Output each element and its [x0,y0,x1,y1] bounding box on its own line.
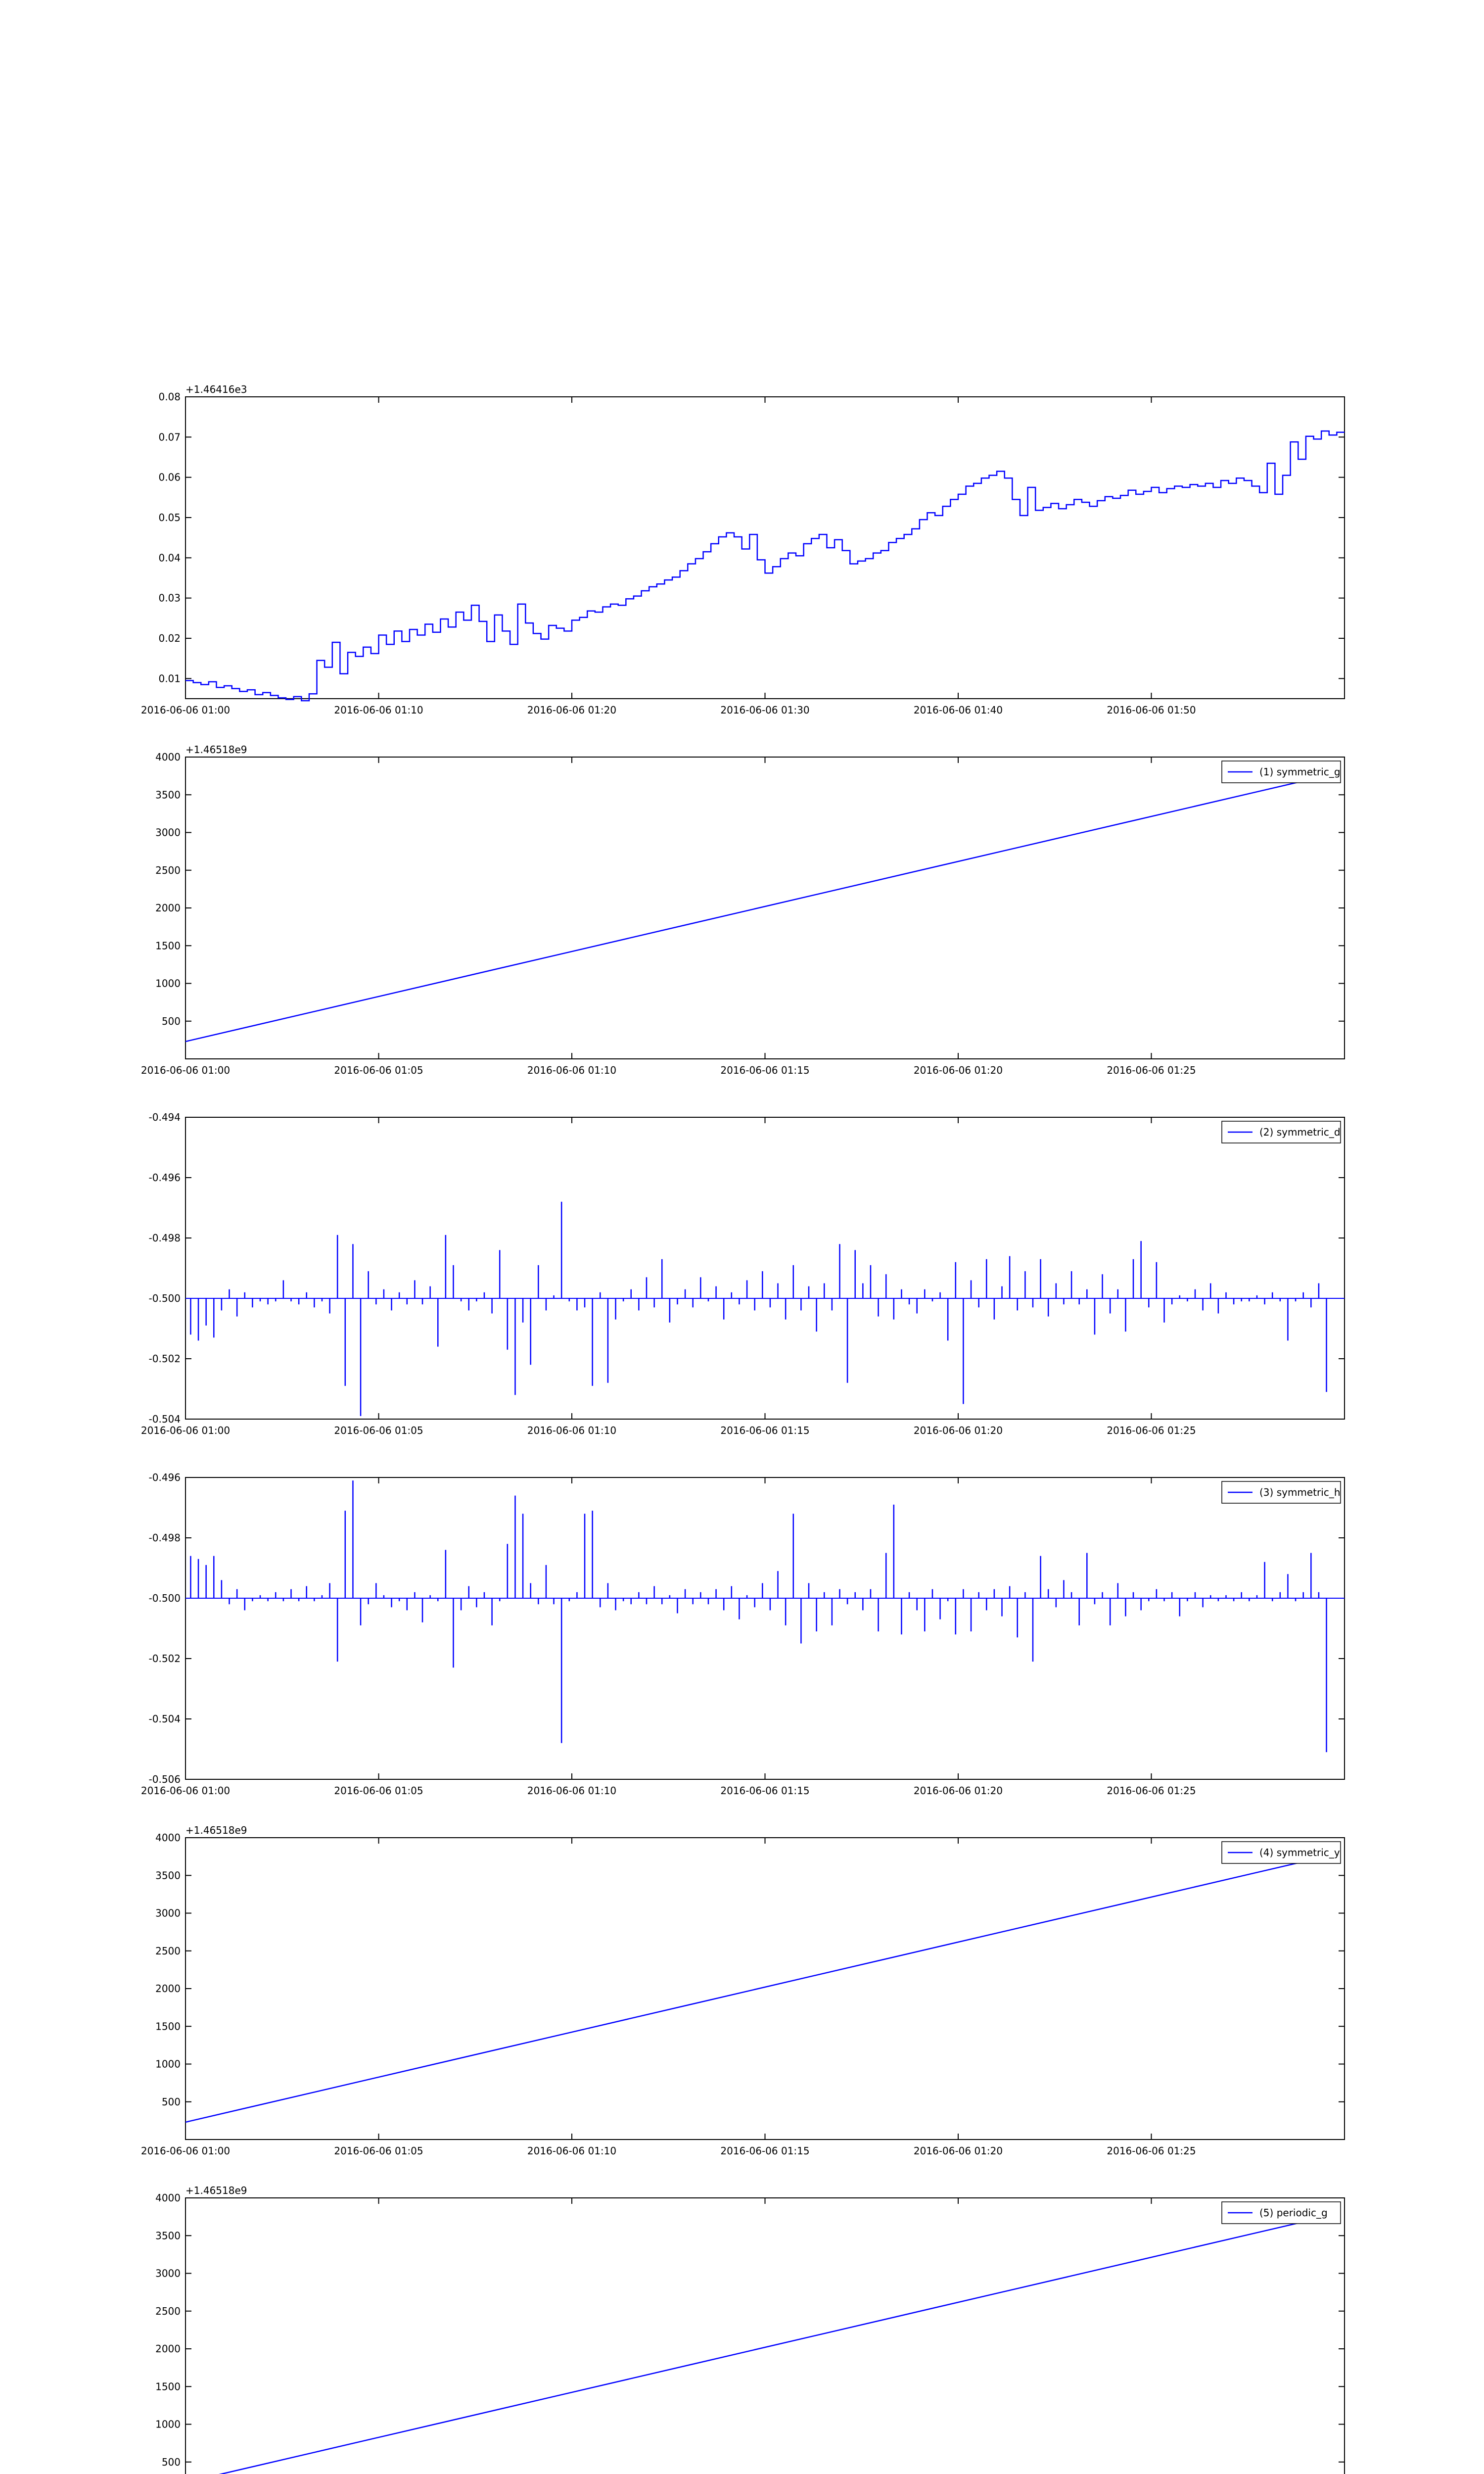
y-tick-label: 500 [161,1015,181,1027]
x-tick-label: 2016-06-06 01:05 [334,1425,423,1436]
y-tick-label: 2000 [155,1983,181,1995]
plot-area [186,757,1345,1059]
x-tick-label: 2016-06-06 01:10 [527,1425,617,1436]
y-tick-label: 2500 [155,2305,181,2317]
plot-area [186,1477,1345,1779]
y-tick-label: 500 [161,2095,181,2108]
y-tick-label: -0.502 [148,1353,181,1365]
chart-panel-1 [141,383,1345,716]
plot-area [186,397,1345,699]
x-tick-label: 2016-06-06 01:05 [334,2145,423,2157]
y-tick-label: 3500 [155,2230,181,2242]
x-tick-label: 2016-06-06 01:10 [527,1785,617,1797]
y-tick-label: -0.500 [148,1592,181,1604]
y-tick-label: -0.498 [148,1232,181,1244]
legend [1222,2202,1341,2224]
y-tick-label: 1500 [155,940,181,952]
x-tick-label: 2016-06-06 01:00 [140,1785,231,1797]
chart-panel-2 [141,744,1345,1076]
y-tick-label: 2000 [155,902,181,914]
x-tick-label: 2016-06-06 01:25 [1107,2145,1196,2157]
y-tick-label: -0.504 [148,1413,181,1425]
legend-label: (3) symmetric_h [1259,1486,1341,1498]
y-tick-label: 1500 [155,2020,181,2033]
y-tick-label: 1000 [155,977,181,990]
x-tick-label: 2016-06-06 01:20 [913,2145,1003,2157]
chart-panel-5 [141,1824,1345,2157]
y-tick-label: 0.04 [158,552,181,564]
axis-offset-label: +1.46416e3 [186,383,247,395]
x-tick-label: 2016-06-06 01:20 [913,1425,1003,1436]
plot-area [186,1117,1345,1419]
x-tick-label: 2016-06-06 01:15 [720,2145,810,2157]
y-tick-label: 3500 [155,789,181,801]
y-tick-label: 1000 [155,2058,181,2070]
y-tick-label: 2000 [155,2343,181,2355]
legend-label: (1) symmetric_g [1259,766,1341,778]
axis-offset-label: +1.46518e9 [186,744,247,756]
x-tick-label: 2016-06-06 01:00 [140,704,231,716]
x-tick-label: 2016-06-06 01:05 [334,1064,423,1076]
x-tick-label: 2016-06-06 01:15 [720,1425,810,1436]
x-tick-label: 2016-06-06 01:50 [1107,704,1196,716]
y-tick-label: -0.504 [148,1713,181,1725]
y-tick-label: 0.03 [158,592,181,604]
x-tick-label: 2016-06-06 01:20 [913,1064,1003,1076]
y-tick-label: -0.496 [148,1172,181,1184]
y-tick-label: 4000 [155,2192,181,2204]
y-tick-label: 2500 [155,1945,181,1957]
x-tick-label: 2016-06-06 01:20 [527,704,617,716]
legend [1222,761,1341,783]
y-tick-label: 1500 [155,2380,181,2393]
legend-label: (4) symmetric_y [1259,1847,1340,1858]
chart-panel-6 [141,2185,1345,2474]
legend-label: (5) periodic_g [1259,2207,1328,2219]
y-tick-label: 0.08 [158,391,181,403]
y-tick-label: 3000 [155,1907,181,1919]
x-tick-label: 2016-06-06 01:25 [1107,1064,1196,1076]
y-tick-label: 4000 [155,1832,181,1844]
x-tick-label: 2016-06-06 01:15 [720,1785,810,1797]
y-tick-label: 3000 [155,2267,181,2280]
legend [1222,1121,1341,1143]
y-tick-label: -0.494 [148,1111,181,1123]
y-tick-label: 0.05 [158,512,181,523]
x-tick-label: 2016-06-06 01:10 [334,704,423,716]
y-tick-label: 4000 [155,751,181,763]
axis-offset-label: +1.46518e9 [186,1824,247,1836]
x-tick-label: 2016-06-06 01:10 [527,2145,617,2157]
x-tick-label: 2016-06-06 01:30 [720,704,810,716]
x-tick-label: 2016-06-06 01:05 [334,1785,423,1797]
y-tick-label: -0.500 [148,1292,181,1304]
y-tick-label: -0.502 [148,1653,181,1665]
y-tick-label: 0.01 [158,672,181,685]
legend [1222,1481,1341,1503]
y-tick-label: 3000 [155,826,181,839]
chart-panel-3 [141,1111,1345,1436]
y-tick-label: -0.506 [148,1773,181,1785]
y-tick-label: 500 [161,2456,181,2468]
y-tick-label: 0.06 [158,471,181,483]
x-tick-label: 2016-06-06 01:00 [140,2145,231,2157]
legend-label: (2) symmetric_d [1259,1126,1341,1138]
x-tick-label: 2016-06-06 01:10 [527,1064,617,1076]
y-tick-label: -0.498 [148,1532,181,1544]
plot-area [186,1838,1345,2140]
y-tick-label: 0.07 [158,431,181,443]
x-tick-label: 2016-06-06 01:25 [1107,1425,1196,1436]
x-tick-label: 2016-06-06 01:00 [140,1064,231,1076]
x-tick-label: 2016-06-06 01:00 [140,1425,231,1436]
x-tick-label: 2016-06-06 01:40 [913,704,1003,716]
chart-panel-4 [141,1472,1345,1797]
x-tick-label: 2016-06-06 01:25 [1107,1785,1196,1797]
y-tick-label: 0.02 [158,632,181,644]
x-tick-label: 2016-06-06 01:20 [913,1785,1003,1797]
plot-area [186,2198,1345,2474]
legend [1222,1842,1341,1863]
y-tick-label: -0.496 [148,1472,181,1483]
y-tick-label: 2500 [155,864,181,876]
y-tick-label: 3500 [155,1869,181,1882]
y-tick-label: 1000 [155,2418,181,2430]
axis-offset-label: +1.46518e9 [186,2185,247,2196]
x-tick-label: 2016-06-06 01:15 [720,1064,810,1076]
